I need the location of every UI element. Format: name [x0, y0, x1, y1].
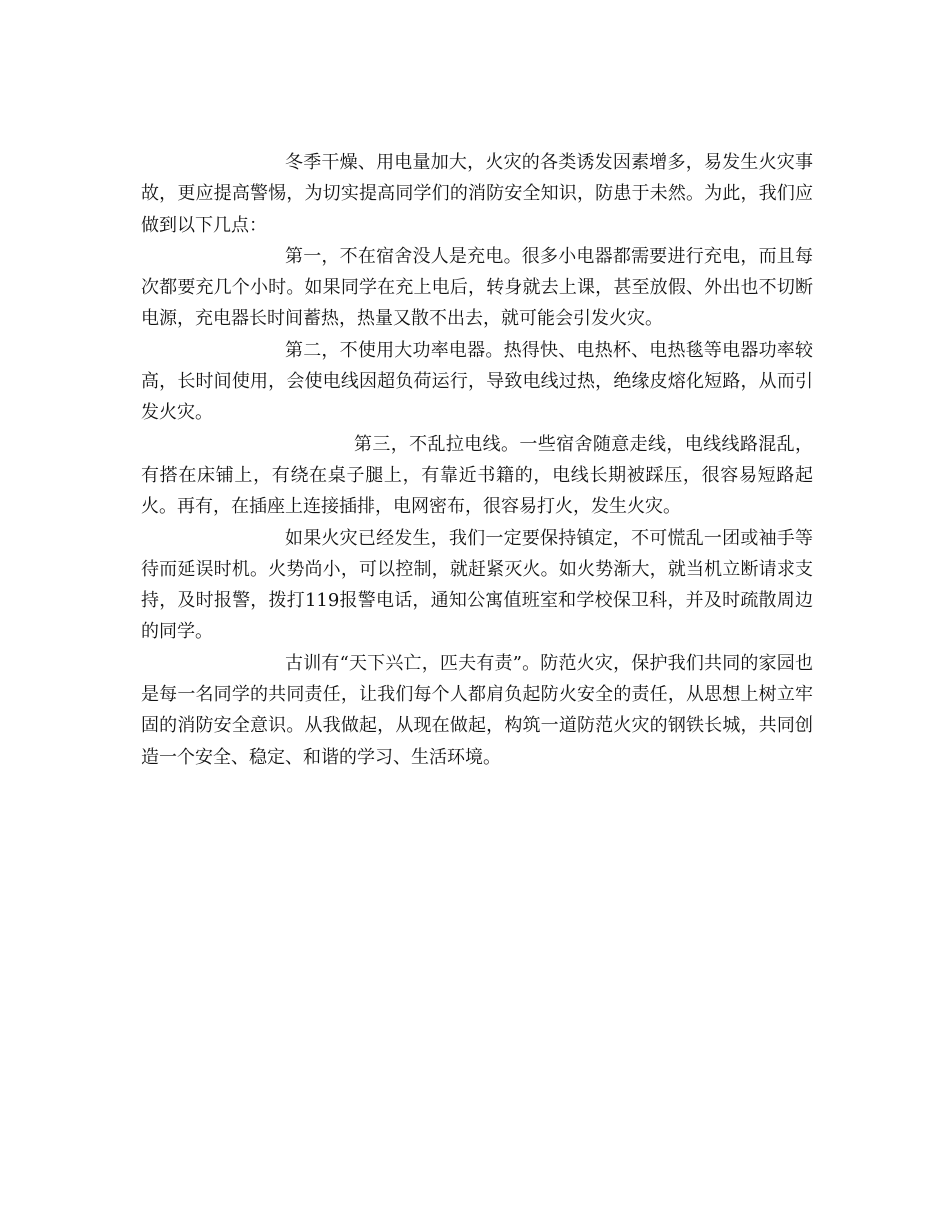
paragraph-point-three: 第三，不乱拉电线。一些宿舍随意走线，电线线路混乱，有搭在床铺上，有绕在桌子腿上，有靠近书籍的，电线长期被踩压，很容易短路起火。再有，在插座上连接插排，电网密布，很容易打火，发生火灾。	[141, 433, 813, 518]
paragraph-intro: 冬季干燥、用电量加大，火灾的各类诱发因素增多，易发生火灾事故，更应提高警惕，为切实提高同学们的消防安全知识，防患于未然。为此，我们应做到以下几点：	[141, 152, 813, 236]
paragraph-conclusion: 古训有“天下兴亡，匹夫有责”。防范火灾，保护我们共同的家园也是每一名同学的共同责任，让我们每个人都肩负起防火安全的责任，从思想上树立牢固的消防安全意识。从我做起，从现在做起，构筑一道防范火灾的钢铁长城，共同创造一个安全、稳定、和谐的学习、生活环境。	[141, 652, 813, 768]
paragraph-point-one: 第一，不在宿舍没人是充电。很多小电器都需要进行充电，而且每次都要充几个小时。如果同学在充上电后，转身就去上课，甚至放假、外出也不切断电源，充电器长时间蓄热，热量又散不出去，就可能会引发火灾。	[141, 245, 813, 330]
paragraph-point-two: 第二，不使用大功率电器。热得快、电热杯、电热毯等电器功率较高，长时间使用，会使电线因超负荷运行，导致电线过热，绝缘皮熔化短路，从而引发火灾。	[141, 339, 813, 424]
document-body	[141, 147, 813, 773]
paragraph-emergency: 如果火灾已经发生，我们一定要保持镇定，不可慌乱一团或袖手等待而延误时机。火势尚小，可以控制，就赶紧灭火。如火势渐大，就当机立断请求支持，及时报警，拨打119报警电话，通知公寓值班室和学校保卫科，并及时疏散周边的同学。	[141, 527, 813, 643]
